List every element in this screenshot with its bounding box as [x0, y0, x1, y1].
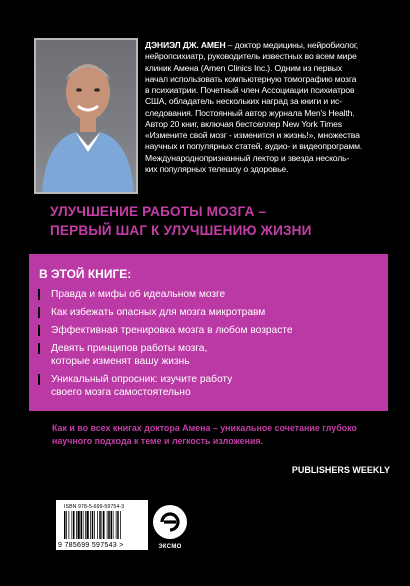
barcode-bar — [97, 511, 98, 539]
barcode-bar — [73, 511, 75, 539]
barcode-bar — [108, 511, 110, 539]
list-item: Эффективная тренировка мозга в любом возрасте — [29, 322, 388, 340]
bio-line-6: США, обладатель нескольких наград за книги и ис- — [145, 96, 342, 107]
bio-line-1: ДЭНИЭЛ ДЖ. АМЕН – доктор медицины, нейробиолог, — [145, 40, 359, 50]
list-item: Как избежать опасных для мозга микротравм — [29, 304, 388, 322]
barcode-bar — [66, 511, 67, 539]
barcode-bar — [102, 511, 103, 539]
barcode-bar — [111, 511, 113, 539]
barcode-bar — [76, 511, 77, 539]
bio-line-9: «Измените свой мозг - изменится и жизнь!», множества — [145, 130, 360, 140]
barcode-bar — [116, 511, 117, 539]
bio-line-5: в психиатрии. Почетный член Ассоциации психиатров — [145, 85, 355, 95]
bio-line-10: научных и популярных статей, аудио- и видеопрограмм. — [145, 141, 363, 152]
list-item: Девять принципов работы мозга, которые изменят вашу жизнь — [29, 340, 388, 371]
barcode-bar — [83, 511, 84, 539]
headline-line-2: ПЕРВЫЙ ШАГ К УЛУЧШЕНИЮ ЖИЗНИ — [50, 223, 312, 238]
headline-line-1: УЛУЧШЕНИЕ РАБОТЫ МОЗГА – — [50, 204, 267, 219]
barcode-bar — [64, 511, 66, 539]
barcode-bar — [90, 511, 91, 539]
barcode-bar — [87, 511, 89, 539]
barcode-bar — [103, 511, 105, 539]
quote-line-2: научного подхода к теме и легкость изложения. — [52, 435, 264, 446]
barcode-bar — [120, 511, 121, 539]
bio-line-4: начал использовать компьютерную томографию мозга — [145, 73, 357, 84]
barcode-bar — [94, 511, 95, 539]
barcode-bar — [78, 511, 80, 539]
list-item: Уникальный опросник: изучите работу своего мозга самостоятельно — [29, 371, 388, 402]
in-book-panel — [29, 254, 388, 411]
barcode-bars — [64, 511, 140, 539]
bio-line-3: клиник Амена (Amen Clinics Inc.). Одним из первых — [145, 62, 342, 73]
author-photo — [34, 38, 138, 194]
bio-line-2: нейропсихиатр, руководитель известных во всем мире — [145, 51, 357, 62]
barcode-digits: 9 785699 597543 > — [58, 542, 124, 549]
barcode-bar — [72, 511, 73, 539]
isbn-text: ISBN 978-5-699-59754-3 — [64, 504, 125, 510]
review-quote — [52, 422, 392, 447]
list-item: Правда и мифы об идеальном мозге — [29, 286, 388, 304]
barcode-bar — [69, 511, 70, 539]
barcode-bar — [85, 511, 86, 539]
bio-line-8: Автор 20 книг, включая бестселлер New York Times — [145, 118, 342, 129]
bio-line-12: ких популярных телешоу о здоровье. — [145, 163, 289, 174]
quote-source: PUBLISHERS WEEKLY — [291, 465, 390, 475]
barcode-bar — [107, 511, 108, 539]
barcode-bar — [81, 511, 83, 539]
in-book-title: В ЭТОЙ КНИГЕ: — [39, 267, 132, 281]
barcode — [56, 500, 148, 550]
barcode-bar — [113, 511, 114, 539]
publisher-logo — [150, 502, 190, 554]
author-portrait-illustration — [36, 40, 136, 192]
barcode-bar — [99, 511, 101, 539]
quote-line-1: Как и во всех книгах доктора Амена – уникальное сочетание глубоко — [52, 423, 357, 433]
barcode-bar — [117, 511, 119, 539]
bio-line-7: следования. Постоянный автор журнала Men's Health. — [145, 107, 355, 118]
eksmo-logo-icon — [150, 502, 190, 544]
author-name: ДЭНИЭЛ ДЖ. АМЕН — [145, 40, 226, 50]
author-bio — [145, 40, 400, 175]
publisher-name: ЭКСМО — [158, 544, 182, 550]
barcode-bar — [92, 511, 94, 539]
in-book-list — [29, 286, 388, 402]
headline — [50, 202, 312, 240]
bio-line-11: Международнопризнанный лектор и звезда несколь- — [145, 152, 350, 163]
